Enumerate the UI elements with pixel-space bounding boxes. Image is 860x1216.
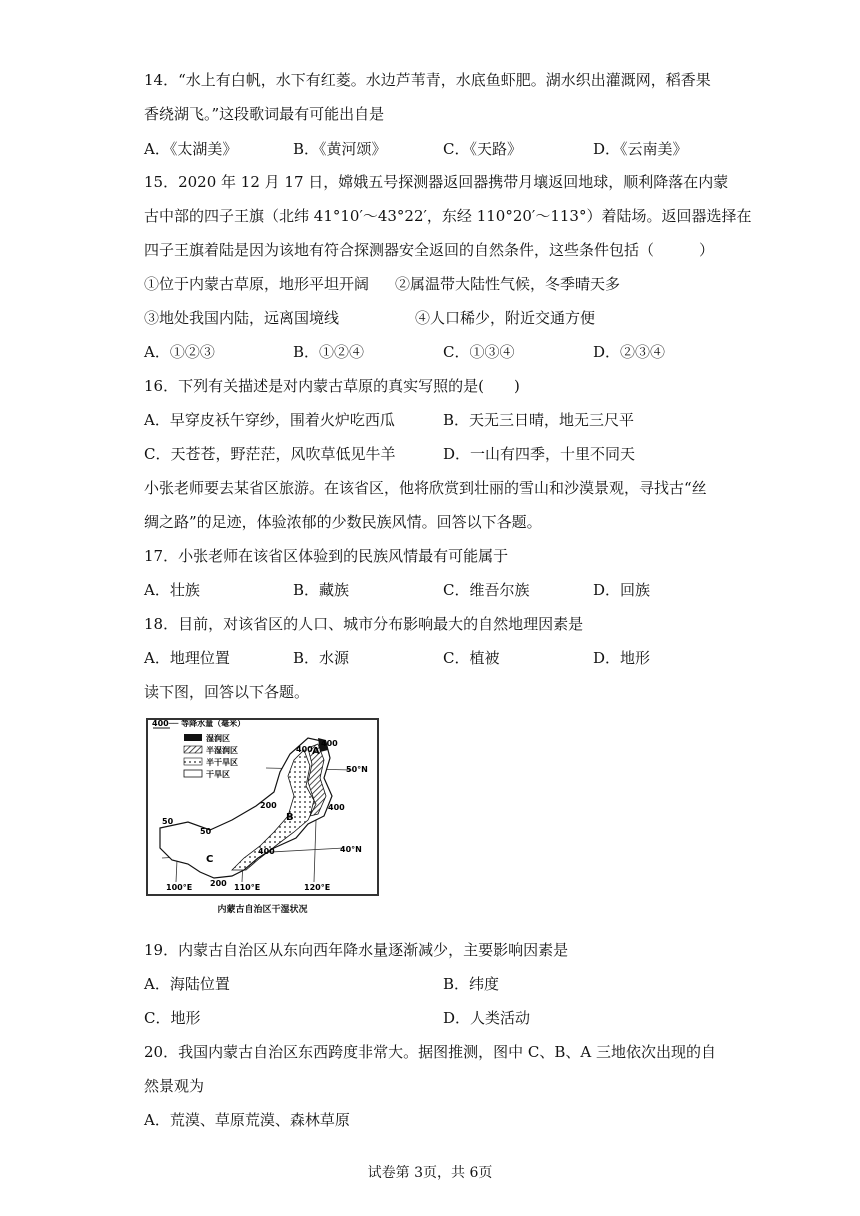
q15-stem-line1: 15．2020 年 12 月 17 日，嫦娥五号探测器返回器携带月壤返回地球，顺利降落在内蒙 bbox=[144, 173, 729, 191]
isohyet-label: 400 bbox=[296, 745, 313, 754]
q15-item-1: ①位于内蒙古草原，地形平坦开阔 bbox=[144, 275, 370, 293]
lat-label-50: 50°N bbox=[346, 765, 368, 774]
inner-mongolia-humidity-map bbox=[146, 718, 379, 896]
legend-swatch-arid bbox=[184, 770, 202, 777]
lat-label-40: 40°N bbox=[340, 845, 362, 854]
q17-option-d: D．回族 bbox=[593, 581, 651, 599]
figure-intro: 读下图，回答以下各题。 bbox=[144, 683, 310, 701]
q17-option-c: C．维吾尔族 bbox=[443, 581, 530, 599]
q19-option-a: A．海陆位置 bbox=[144, 975, 230, 993]
isohyet-label: 50 bbox=[162, 817, 174, 826]
page-footer: 试卷第 3页，共 6页 bbox=[367, 1165, 493, 1181]
q15-option-c: C．①③④ bbox=[443, 343, 515, 361]
q14-option-a: A．《太湖美》 bbox=[144, 140, 238, 158]
lon-label-100: 100°E bbox=[166, 883, 193, 892]
q18-option-d: D．地形 bbox=[593, 649, 651, 667]
q16-option-b: B．天无三日晴，地无三尺平 bbox=[443, 411, 635, 429]
q18-option-c: C．植被 bbox=[443, 649, 500, 667]
q15-item-4: ④人口稀少，附近交通方便 bbox=[415, 309, 596, 327]
figure-caption: 内蒙古自治区干湿状况 bbox=[217, 905, 308, 915]
q18-option-a: A．地理位置 bbox=[144, 649, 230, 667]
isohyet-label: 400 bbox=[321, 739, 338, 748]
q15-option-b: B．①②④ bbox=[293, 343, 365, 361]
lon-120-line bbox=[314, 820, 316, 882]
legend-swatch-semiarid bbox=[184, 758, 202, 765]
q16-option-d: D．一山有四季，十里不同天 bbox=[443, 445, 636, 463]
q14-option-d: D．《云南美》 bbox=[593, 140, 688, 158]
lon-label-110: 110°E bbox=[234, 883, 261, 892]
legend-subhumid: 半湿润区 bbox=[206, 746, 238, 755]
q16-option-a: A．早穿皮袄午穿纱，围着火炉吃西瓜 bbox=[144, 411, 395, 429]
isohyet-label: 400 bbox=[258, 847, 275, 856]
passage-line2: 绸之路”的足迹，体验浓郁的少数民族风情。回答以下各题。 bbox=[144, 513, 542, 531]
isohyet-label: 400 bbox=[328, 803, 345, 812]
q15-option-a: A．①②③ bbox=[144, 343, 215, 361]
q14-option-b: B．《黄河颂》 bbox=[293, 140, 387, 158]
q20-stem-line2: 然景观为 bbox=[144, 1077, 205, 1095]
q15-item-3: ③地处我国内陆，远离国境线 bbox=[144, 309, 340, 327]
q19-stem: 19．内蒙古自治区从东向西年降水量逐渐减少，主要影响因素是 bbox=[144, 941, 569, 959]
passage-line1: 小张老师要去某省区旅游。在该省区，他将欣赏到壮丽的雪山和沙漠景观，寻找古“丝 bbox=[144, 479, 707, 497]
q14-option-c: C．《天路》 bbox=[443, 140, 522, 158]
legend-semiarid: 半干旱区 bbox=[206, 758, 238, 767]
q20-option-a: A．荒漠、草原荒漠、森林草原 bbox=[144, 1111, 350, 1129]
q15-option-d: D．②③④ bbox=[593, 343, 666, 361]
isohyet-label: 200 bbox=[210, 879, 227, 888]
q17-option-a: A．壮族 bbox=[144, 581, 200, 599]
isohyet-label: 50 bbox=[200, 827, 212, 836]
q16-option-c: C．天苍苍，野茫茫，风吹草低见牛羊 bbox=[144, 445, 396, 463]
q17-option-b: B．藏族 bbox=[293, 581, 350, 599]
q18-stem: 18．目前，对该省区的人口、城市分布影响最大的自然地理因素是 bbox=[144, 615, 584, 633]
region-label-b: B bbox=[286, 812, 294, 823]
q15-stem-line2: 古中部的四子王旗（北纬 41°10′～43°22′，东经 110°20′～113°）着陆场。返回器选择在 bbox=[144, 207, 752, 225]
legend-humid: 湿润区 bbox=[206, 734, 230, 743]
q18-option-b: B．水源 bbox=[293, 649, 350, 667]
q14-stem-line1: 14．“水上有白帆，水下有红菱。水边芦苇青，水底鱼虾肥。湖水织出灌溉网，稻香果 bbox=[144, 71, 711, 89]
legend-title: 400── 等降水量（毫米） bbox=[152, 720, 246, 728]
q15-item-2: ②属温带大陆性气候，冬季晴天多 bbox=[395, 275, 621, 293]
q17-stem: 17．小张老师在该省区体验到的民族风情最有可能属于 bbox=[144, 547, 509, 565]
q14-stem-line2: 香绕湖飞。”这段歌词最有可能出自是 bbox=[144, 105, 385, 123]
legend-swatch-subhumid bbox=[184, 746, 202, 753]
q19-option-b: B．纬度 bbox=[443, 975, 500, 993]
isohyet-label: 200 bbox=[260, 801, 277, 810]
q19-option-c: C．地形 bbox=[144, 1009, 201, 1027]
q16-stem: 16．下列有关描述是对内蒙古草原的真实写照的是( ) bbox=[144, 377, 520, 395]
q20-stem-line1: 20．我国内蒙古自治区东西跨度非常大。据图推测，图中 C、B、A 三地依次出现的自 bbox=[144, 1043, 716, 1061]
region-label-a: A bbox=[312, 746, 320, 757]
q19-option-d: D．人类活动 bbox=[443, 1009, 531, 1027]
legend-arid: 干旱区 bbox=[206, 770, 230, 779]
legend-swatch-humid bbox=[184, 734, 202, 741]
lon-label-120: 120°E bbox=[304, 883, 331, 892]
q15-stem-line3: 四子王旗着陆是因为该地有符合探测器安全返回的自然条件，这些条件包括（ ） bbox=[144, 241, 715, 259]
region-label-c: C bbox=[206, 854, 214, 865]
